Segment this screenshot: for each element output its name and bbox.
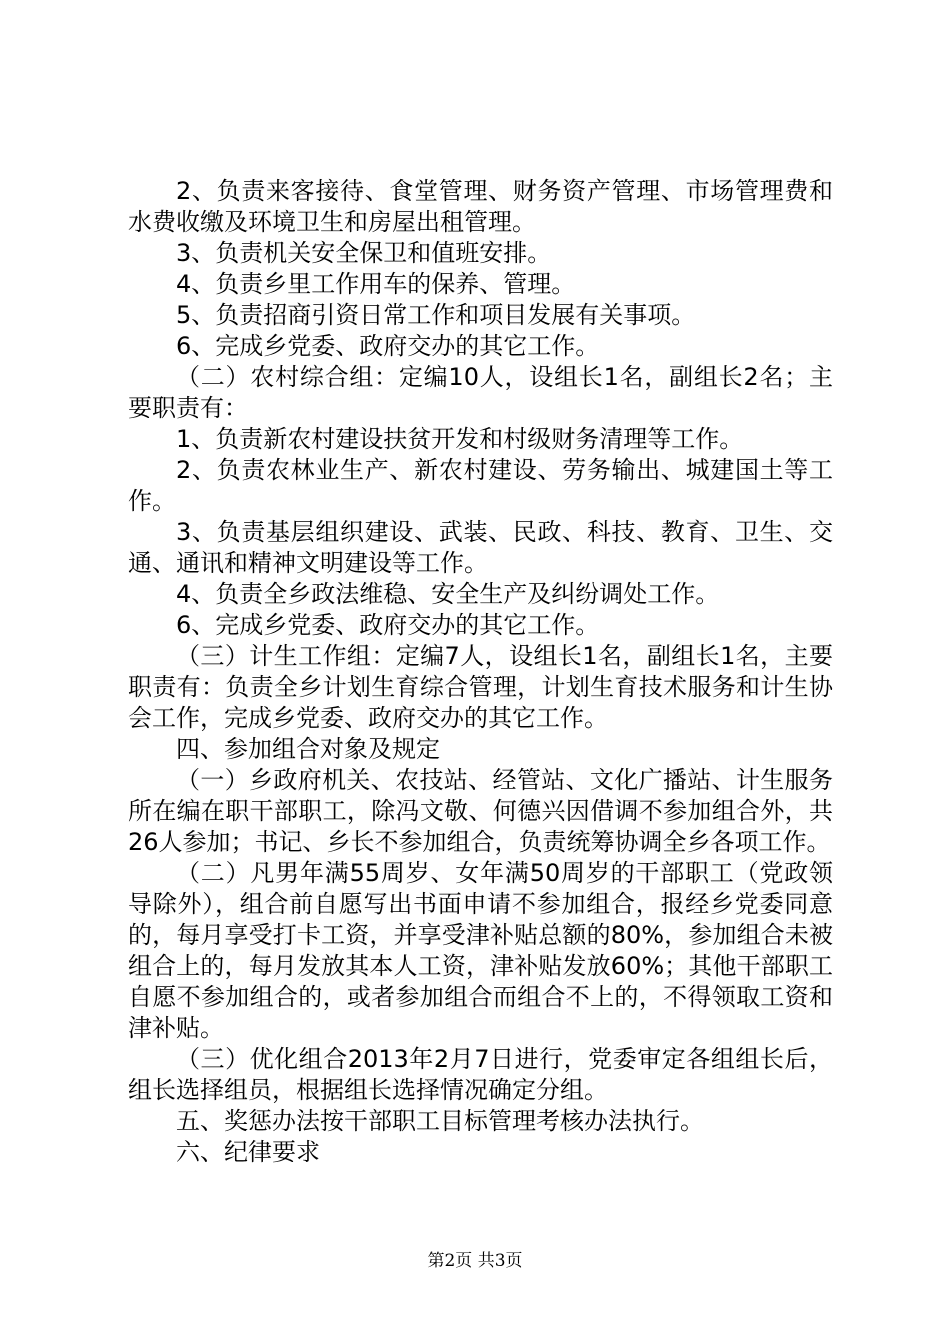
paragraph: 6、完成乡党委、政府交办的其它工作。 [176, 611, 600, 639]
section-heading: 五、奖惩办法按干部职工目标管理考核办法执行。 [176, 1107, 704, 1135]
document-body [128, 176, 833, 1168]
paragraph: 2、负责来客接待、食堂管理、财务资产管理、市场管理费和水费收缴及环境卫生和房屋出租管理。 [128, 177, 833, 236]
paragraph: （三）优化组合2013年2月7日进行，党委审定各组组长后，组长选择组员，根据组长选择情况确定分组。 [128, 1045, 833, 1104]
paragraph: （一）乡政府机关、农技站、经管站、文化广播站、计生服务所在编在职干部职工，除冯文敬、何德兴因借调不参加组合外，共26人参加；书记、乡长不参加组合，负责统筹协调全乡各项工作。 [128, 766, 833, 856]
paragraph: （二）凡男年满55周岁、女年满50周岁的干部职工（党政领导除外），组合前自愿写出书面申请不参加组合，报经乡党委同意的，每月享受打卡工资，并享受津补贴总额的80%，参加组合未被组合上的，每月发放其本人工资，津补贴发放60%；其他干部职工自愿不参加组合的，或者参加组合而组合不上的，不得领取工资和津补贴。 [128, 859, 833, 1042]
paragraph: （二）农村综合组：定编10人，设组长1名，副组长2名；主要职责有： [128, 363, 833, 422]
paragraph: 6、完成乡党委、政府交办的其它工作。 [176, 332, 600, 360]
paragraph: 4、负责全乡政法维稳、安全生产及纠纷调处工作。 [176, 580, 720, 608]
section-heading: 四、参加组合对象及规定 [176, 735, 440, 763]
paragraph: 5、负责招商引资日常工作和项目发展有关事项。 [176, 301, 696, 329]
page-number-footer: 第2页 共3页 [427, 1251, 523, 1271]
paragraph: 1、负责新农村建设扶贫开发和村级财务清理等工作。 [176, 425, 744, 453]
section-heading: 六、纪律要求 [176, 1138, 320, 1166]
paragraph: 3、负责机关安全保卫和值班安排。 [176, 239, 552, 267]
paragraph: 4、负责乡里工作用车的保养、管理。 [176, 270, 576, 298]
paragraph: 3、负责基层组织建设、武装、民政、科技、教育、卫生、交通、通讯和精神文明建设等工作。 [128, 518, 833, 577]
paragraph: 2、负责农林业生产、新农村建设、劳务输出、城建国土等工作。 [128, 456, 833, 515]
paragraph: （三）计生工作组：定编7人，设组长1名，副组长1名，主要职责有：负责全乡计划生育综合管理，计划生育技术服务和计生协会工作，完成乡党委、政府交办的其它工作。 [128, 642, 833, 732]
